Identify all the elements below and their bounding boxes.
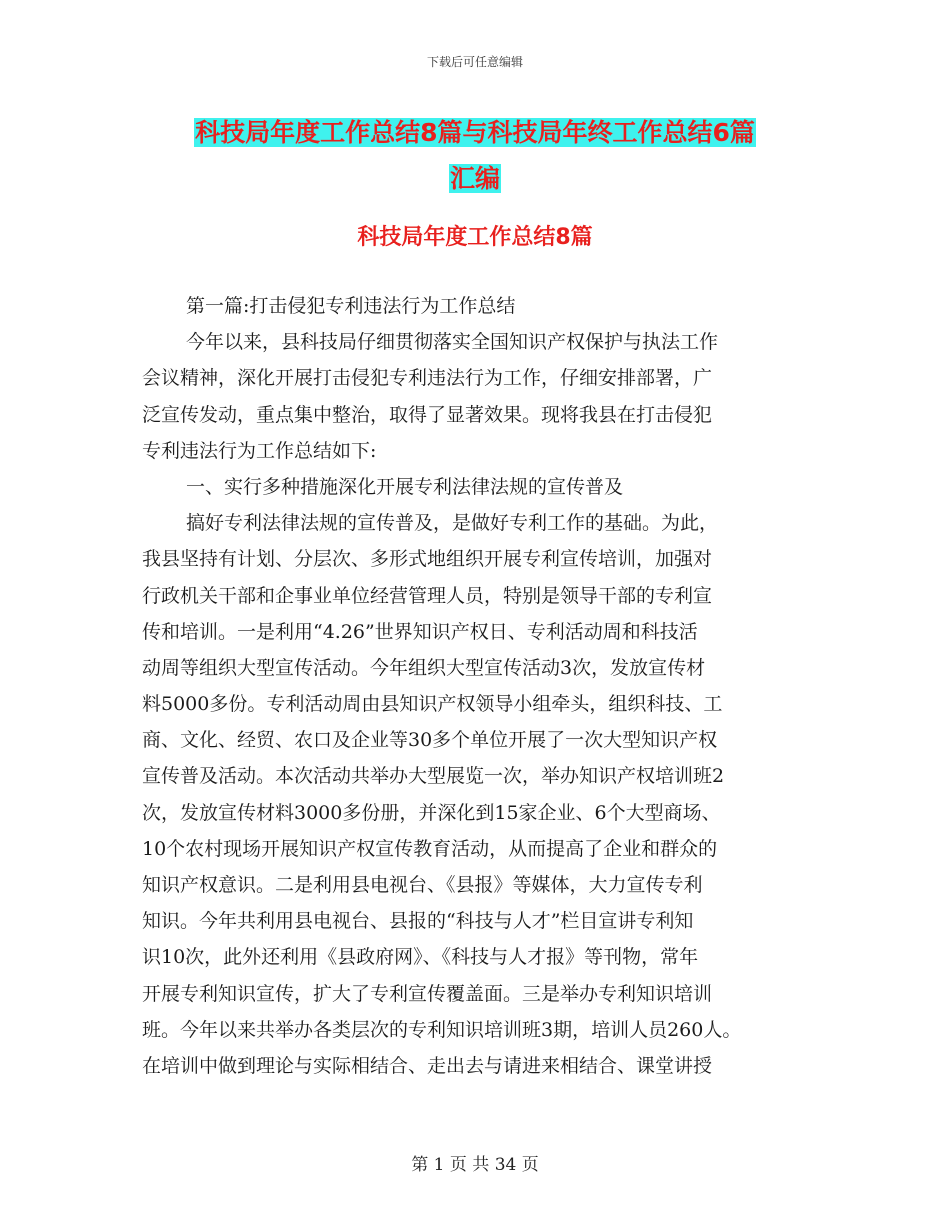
body-line: 次，发放宣传材料3000多份册，并深化到15家企业、6个大型商场、 [142, 801, 721, 824]
body-line: 泛宣传发动，重点集中整治，取得了显著效果。现将我县在打击侵犯 [142, 403, 713, 426]
body-line: 班。今年以来共举办各类层次的专利知识培训班3期，培训人员260人。 [142, 1018, 742, 1041]
body-line: 一、实行多种措施深化开展专利法律法规的宣传普及 [186, 475, 624, 498]
section-title: 科技局年度工作总结8篇 [357, 225, 593, 250]
body-line: 知识产权意识。二是利用县电视台、《县报》等媒体，大力宣传专利 [142, 874, 703, 896]
body-line: 传和培训。一是利用“4.26”世界知识产权日、专利活动周和科技活 [142, 620, 698, 643]
page-header: 下载后可任意编辑 [426, 55, 523, 69]
body-line: 识10次，此外还利用《县政府网》、《科技与人才报》等刊物，常年 [142, 946, 699, 969]
body-line: 知识。今年共利用县电视台、县报的“科技与人才”栏目宣讲专利知 [142, 910, 694, 933]
body-line: 动周等组织大型宣传活动。今年组织大型宣传活动3次，发放宣传材 [142, 656, 706, 679]
body-line: 会议精神，深化开展打击侵犯专利违法行为工作，仔细安排部署，广 [142, 367, 713, 390]
page-footer: 第 1 页 共 34 页 [411, 1155, 539, 1175]
document-title [150, 110, 800, 202]
body-line: 10个农村现场开展知识产权宣传教育活动，从而提高了企业和群众的 [142, 837, 718, 860]
body-line: 我县坚持有计划、分层次、多形式地组织开展专利宣传培训，加强对 [142, 548, 713, 571]
body-line: 专利违法行为工作总结如下: [142, 439, 377, 462]
body-line: 第一篇:打击侵犯专利违法行为工作总结 [186, 295, 516, 317]
body-line: 在培训中做到理论与实际相结合、走出去与请进来相结合、课堂讲授 [142, 1054, 713, 1077]
body-line: 行政机关干部和企事业单位经营管理人员，特别是领导干部的专利宣 [142, 584, 713, 607]
body-line: 料5000多份。专利活动周由县知识产权领导小组牵头，组织科技、工 [142, 693, 723, 716]
body-line: 商、文化、经贸、农口及企业等30多个单位开展了一次大型知识产权 [142, 729, 718, 752]
body-line: 搞好专利法律法规的宣传普及，是做好专利工作的基础。为此， [186, 512, 719, 535]
body-line: 开展专利知识宣传，扩大了专利宣传覆盖面。三是举办专利知识培训 [142, 982, 713, 1005]
body-text [142, 288, 832, 1084]
body-line: 宣传普及活动。本次活动共举办大型展览一次，举办知识产权培训班2 [142, 765, 725, 788]
body-line: 今年以来，县科技局仔细贯彻落实全国知识产权保护与执法工作 [186, 331, 719, 354]
document-title-line-1: 科技局年度工作总结8篇与科技局年终工作总结6篇 [195, 118, 755, 147]
document-title-line-2: 汇编 [449, 164, 500, 193]
